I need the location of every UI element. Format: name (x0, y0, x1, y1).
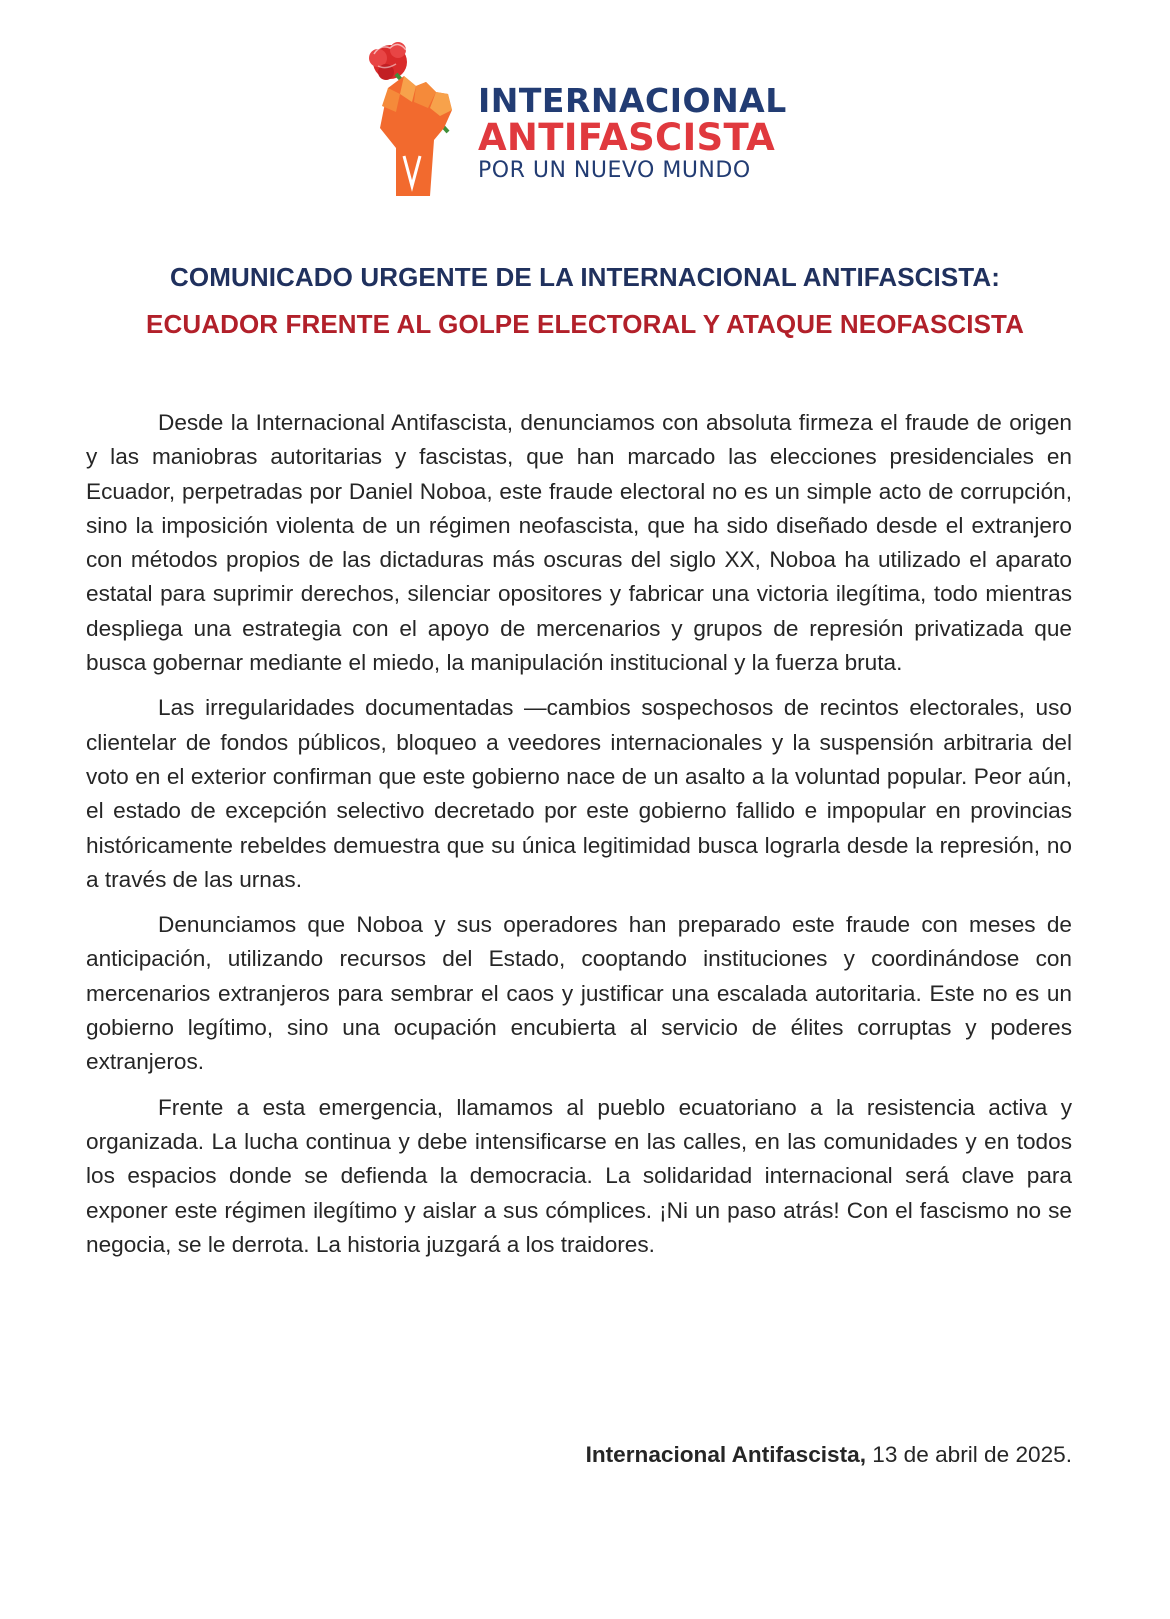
document-title: COMUNICADO URGENTE DE LA INTERNACIONAL ANTIFASCISTA: (170, 262, 1000, 292)
body-paragraph-2: Las irregularidades documentadas —cambios sospechosos de recintos electorales, uso clientelar de fondos públicos, bloqueo a veedores internacionales y la suspensión arbitraria del voto en el exterior confirman que este gobierno nace de un asalto a la voluntad popular. Peor aún, el estado de excepción selectivo decretado por este gobierno fallido e impopular en provincias históricamente rebeldes demuestra que su única legitimidad busca lograrla desde la represión, no a través de las urnas. (86, 695, 1072, 892)
raised-fist-carnation-icon (360, 36, 468, 204)
signature-organization: Internacional Antifascista, (585, 1442, 866, 1467)
document-body (86, 406, 1072, 1273)
logo-tagline: POR UN NUEVO MUNDO (478, 158, 751, 183)
logo-wordmark (478, 81, 787, 183)
organization-logo (360, 36, 820, 206)
logo-title-line2: ANTIFASCISTA (478, 116, 776, 159)
signature-date: 13 de abril de 2025. (872, 1442, 1072, 1467)
signature-line (586, 1442, 1072, 1468)
body-paragraph-1: Desde la Internacional Antifascista, denunciamos con absoluta firmeza el fraude de origen y las maniobras autoritarias y fascistas, que han marcado las elecciones presidenciales en Ecuador, perpetradas por Daniel Noboa, este fraude electoral no es un simple acto de corrupción, sino la imposición violenta de un régimen neofascista, que ha sido diseñado desde el extranjero con métodos propios de las dictaduras más oscuras del siglo XX, Noboa ha utilizado el aparato estatal para suprimir derechos, silenciar opositores y fabricar una victoria ilegítima, todo mientras despliega una estrategia con el apoyo de mercenarios y grupos de represión privatizada que busca gobernar mediante el miedo, la manipulación institucional y la fuerza bruta. (86, 410, 1072, 676)
logo-title-line1: INTERNACIONAL (478, 81, 787, 120)
carnation-icon (369, 42, 407, 80)
body-paragraph-3: Denunciamos que Noboa y sus operadores han preparado este fraude con meses de anticipación, utilizando recursos del Estado, cooptando instituciones y coordinándose con mercenarios extranjeros para sembrar el caos y justificar una escalada autoritaria. Este no es un gobierno legítimo, sino una ocupación encubierta al servicio de élites corruptas y poderes extranjeros. (86, 912, 1072, 1075)
document-subtitle: ECUADOR FRENTE AL GOLPE ELECTORAL Y ATAQUE NEOFASCISTA (146, 309, 1024, 339)
body-paragraph-4: Frente a esta emergencia, llamamos al pueblo ecuatoriano a la resistencia activa y organizada. La lucha continua y debe intensificarse en las calles, en las comunidades y en todos los espacios donde se defienda la democracia. La solidaridad internacional será clave para exponer este régimen ilegítimo y aislar a sus cómplices. ¡Ni un paso atrás! Con el fascismo no se negocia, se le derrota. La historia juzgará a los traidores. (86, 1094, 1072, 1257)
fist-shape (380, 76, 452, 196)
